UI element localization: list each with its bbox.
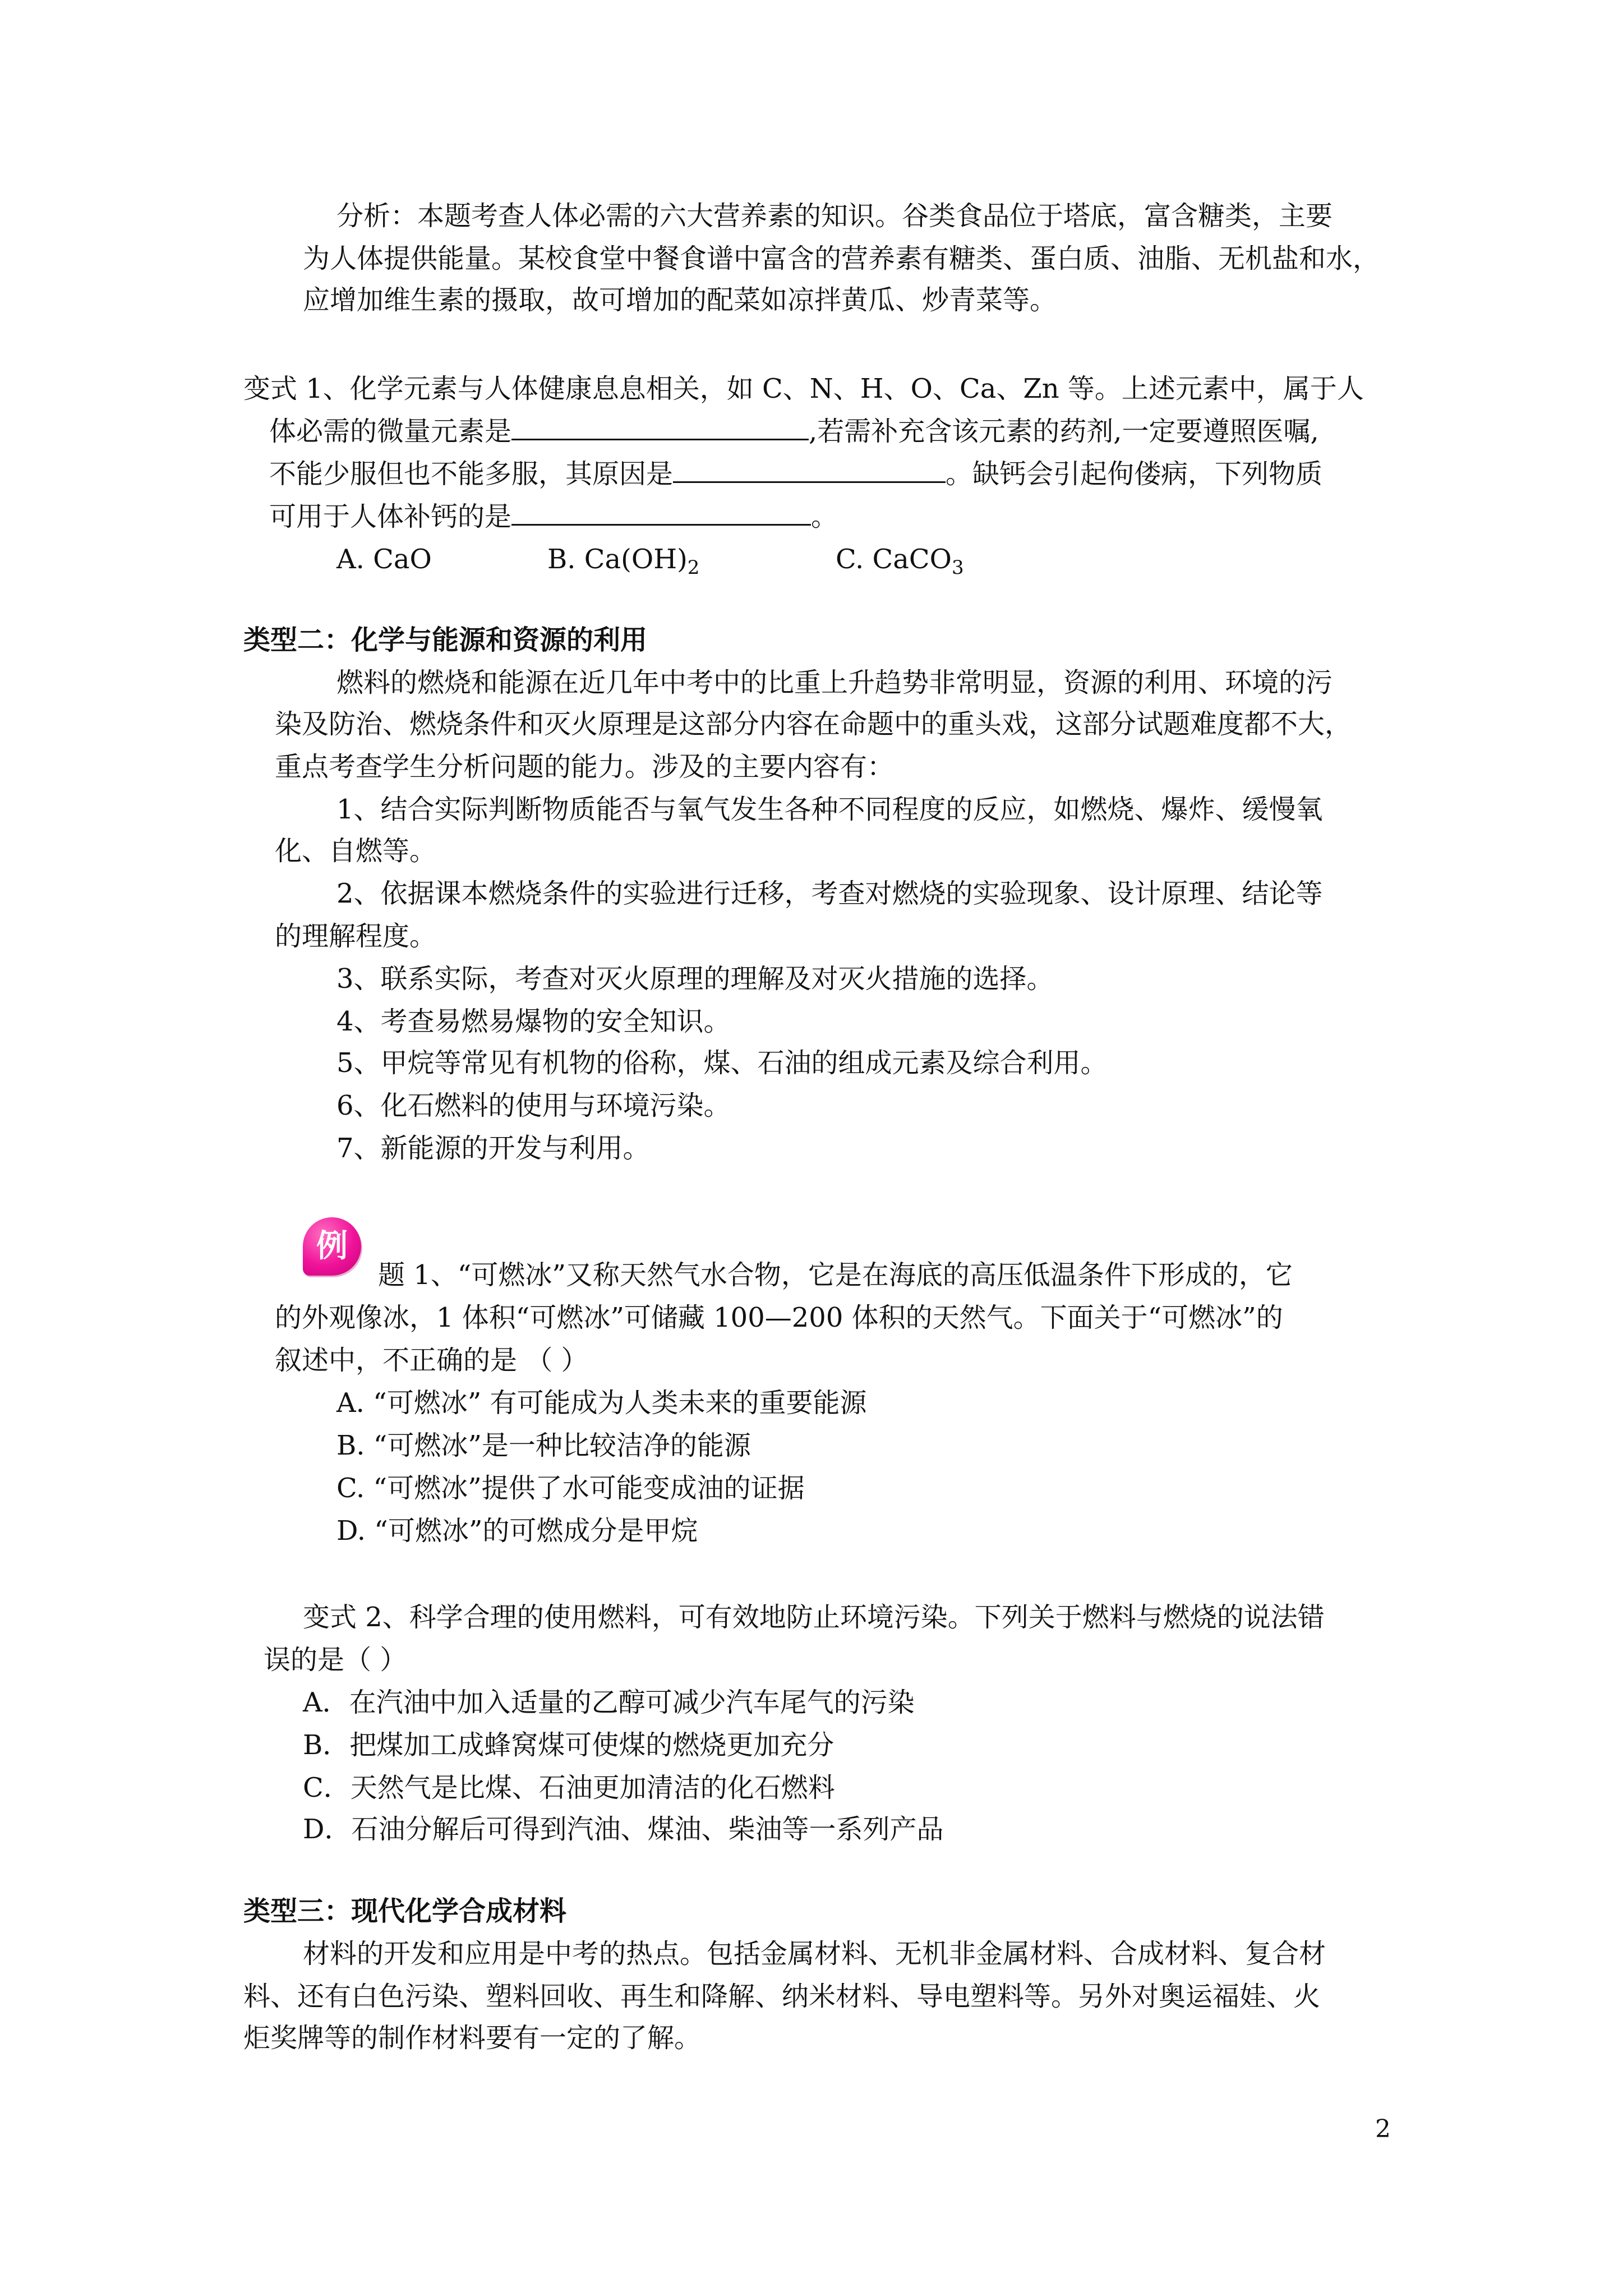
variant1-line-1: 变式 1、化学元素与人体健康息息相关，如 C、N、H、O、Ca、Zn 等。上述元素中，属于人 <box>243 373 1364 404</box>
example1-line-1: 题 1、“可燃冰”又称天然气水合物，它是在海底的高压低温条件下形成的，它 <box>378 1259 1293 1291</box>
section2-item-5: 5、甲烷等常见有机物的俗称，煤、石油的组成元素及综合利用。 <box>336 1047 1108 1079</box>
example1-option-d: D. “可燃冰”的可燃成分是甲烷 <box>336 1515 698 1547</box>
variant2-line-1: 变式 2、科学合理的使用燃料，可有效地防止环境污染。下列关于燃料与燃烧的说法错 <box>303 1602 1325 1633</box>
section2-heading: 类型二：化学与能源和资源的利用 <box>243 624 648 656</box>
section2-para-line-2: 染及防治、燃烧条件和灭火原理是这部分内容在命题中的重头戏，这部分试题难度都不大， <box>275 708 1352 740</box>
answer-blank-reason[interactable] <box>673 457 946 483</box>
section2-para-line-3: 重点考查学生分析问题的能力。涉及的主要内容有： <box>275 751 895 783</box>
variant1-option-b <box>547 541 699 586</box>
variant2-option-a: A．在汽油中加入适量的乙醇可减少汽车尾气的污染 <box>303 1687 915 1718</box>
analysis-line-2: 为人体提供能量。某校食堂中餐食谱中富含的营养素有糖类、蛋白质、油脂、无机盐和水， <box>303 243 1380 274</box>
section2-item-6: 6、化石燃料的使用与环境污染。 <box>336 1090 731 1121</box>
variant1-option-c-sub: 3 <box>951 556 964 579</box>
page-number: 2 <box>1375 2115 1391 2143</box>
section2-item-4: 4、考查易燃易爆物的安全知识。 <box>336 1006 731 1037</box>
example1-option-a: A. “可燃冰” 有可能成为人类未来的重要能源 <box>336 1387 867 1419</box>
variant1-line-2-text-b: ,若需补充含该元素的药剂,一定要遵照医嘱, <box>809 416 1319 447</box>
variant1-option-b-text: B. Ca(OH) <box>547 544 688 575</box>
variant1-line-3 <box>269 455 1322 493</box>
example1-option-c: C. “可燃冰”提供了水可能变成油的证据 <box>336 1473 805 1504</box>
variant2-option-d: D．石油分解后可得到汽油、煤油、柴油等一系列产品 <box>303 1814 944 1845</box>
variant2-line-2: 误的是（ ） <box>264 1644 407 1676</box>
section2-item-1b: 化、自燃等。 <box>275 835 437 867</box>
section3-para-line-1: 材料的开发和应用是中考的热点。包括金属材料、无机非金属材料、合成材料、复合材 <box>303 1938 1326 1970</box>
variant1-line-4-text: 可用于人体补钙的是 <box>269 501 512 532</box>
variant1-option-b-sub: 2 <box>687 556 700 579</box>
section2-item-2a: 2、依据课本燃烧条件的实验进行迁移，考查对燃烧的实验现象、设计原理、结论等 <box>336 878 1323 909</box>
variant1-line-2 <box>269 413 1319 450</box>
variant2-option-c: C．天然气是比煤、石油更加清洁的化石燃料 <box>303 1772 835 1803</box>
example1-option-b: B. “可燃冰”是一种比较洁净的能源 <box>336 1430 751 1461</box>
section2-item-2b: 的理解程度。 <box>275 921 437 952</box>
section2-item-3: 3、联系实际，考查对灭火原理的理解及对灭火措施的选择。 <box>336 963 1054 995</box>
variant1-line-2-text: 体必需的微量元素是 <box>269 416 512 447</box>
section3-para-line-2: 料、还有白色污染、塑料回收、再生和降解、纳米材料、导电塑料等。另外对奥运福娃、火 <box>243 1981 1321 2012</box>
variant1-line-3-text: 不能少服但也不能多服，其原因是 <box>269 458 674 490</box>
example1-line-2: 的外观像冰，1 体积“可燃冰”可储藏 100—200 体积的天然气。下面关于“可燃冰”的 <box>275 1302 1283 1333</box>
variant1-line-4-text-b: 。 <box>811 501 838 532</box>
section2-item-7: 7、新能源的开发与利用。 <box>336 1133 650 1164</box>
section2-para-line-1: 燃料的燃烧和能源在近几年中考中的比重上升趋势非常明显，资源的利用、环境的污 <box>336 667 1333 698</box>
variant1-option-a: A. CaO <box>336 544 432 575</box>
answer-blank-calcium[interactable] <box>511 499 811 526</box>
variant2-option-b: B．把煤加工成蜂窝煤可使煤的燃烧更加充分 <box>303 1729 834 1761</box>
example-badge-icon: 例 <box>303 1217 361 1276</box>
variant1-line-4 <box>269 498 838 535</box>
variant1-line-3-text-b: 。缺钙会引起佝偻病，下列物质 <box>946 458 1323 490</box>
answer-blank-trace-element[interactable] <box>511 414 809 440</box>
analysis-line-3: 应增加维生素的摄取，故可增加的配菜如凉拌黄瓜、炒青菜等。 <box>303 284 1057 316</box>
section3-para-line-3: 炬奖牌等的制作材料要有一定的了解。 <box>243 2022 702 2054</box>
section3-heading: 类型三：现代化学合成材料 <box>243 1895 567 1927</box>
variant1-option-c <box>836 541 964 586</box>
example1-line-3: 叙述中，不正确的是 （ ） <box>275 1345 588 1376</box>
section2-item-1a: 1、结合实际判断物质能否与氧气发生各种不同程度的反应，如燃烧、爆炸、缓慢氧 <box>336 794 1323 825</box>
analysis-line-1: 分析：本题考查人体必需的六大营养素的知识。谷类食品位于塔底，富含糖类，主要 <box>336 200 1333 232</box>
variant1-option-c-text: C. CaCO <box>836 544 952 575</box>
